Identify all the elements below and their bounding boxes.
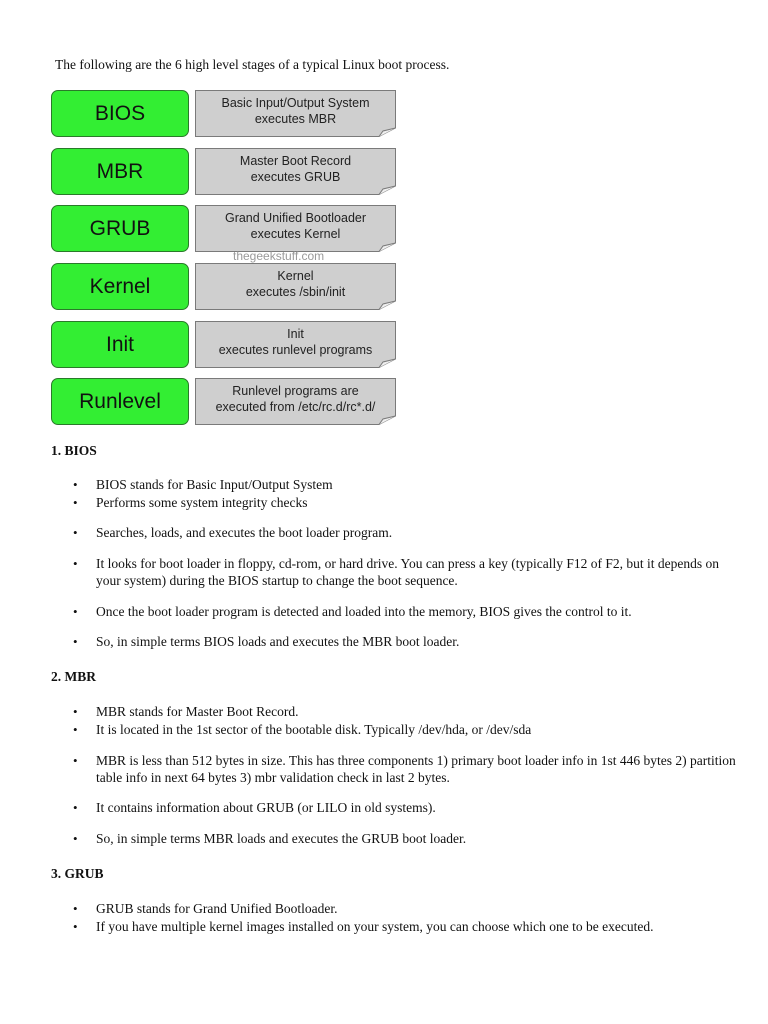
list-item: • So, in simple terms BIOS loads and executes the MBR boot loader.	[51, 633, 459, 650]
stage-note-line1: Init	[287, 327, 304, 341]
stage-note-line2: executes /sbin/init	[245, 285, 346, 299]
stage-note	[195, 205, 396, 251]
list-item: • It contains information about GRUB (or LILO in old systems).	[51, 799, 436, 816]
stage-note	[195, 321, 396, 367]
list-item: • Performs some system integrity checks	[51, 494, 307, 511]
list-item: • It looks for boot loader in floppy, cd-rom, or hard drive. You can press a key (typically F12 of F2, but it depends on your system) during the BIOS startup to change the boot sequence.	[51, 555, 741, 589]
intro-text: The following are the 6 high level stages of a typical Linux boot process.	[55, 57, 450, 72]
list-item: • BIOS stands for Basic Input/Output System	[51, 476, 333, 493]
stage-note-line1: Basic Input/Output System	[221, 96, 370, 110]
stage-note-line1: Master Boot Record	[239, 154, 352, 168]
list-item: • It is located in the 1st sector of the bootable disk. Typically /dev/hda, or /dev/sda	[51, 721, 531, 738]
stage-note-line2: executes MBR	[254, 112, 337, 126]
list-item: • Searches, loads, and executes the boot loader program.	[51, 524, 392, 541]
list-item: • GRUB stands for Grand Unified Bootloader.	[51, 900, 337, 917]
stage-box: BIOS	[51, 90, 189, 137]
list-item: • MBR is less than 512 bytes in size. This has three components 1) primary boot loader info in 1st 446 bytes 2) partition table info in next 64 bytes 3) mbr validation check in last 2 bytes.	[51, 752, 741, 786]
stage-kernel	[51, 263, 397, 310]
stage-note-line2: executes Kernel	[250, 227, 341, 241]
section-title-mbr: 2. MBR	[51, 669, 96, 684]
stage-box: GRUB	[51, 205, 189, 252]
stage-box: Init	[51, 321, 189, 368]
stage-note	[195, 90, 396, 136]
stage-note-line2: executed from /etc/rc.d/rc*.d/	[215, 400, 376, 414]
list-item: • If you have multiple kernel images installed on your system, you can choose which one to be executed.	[51, 918, 653, 935]
stage-grub	[51, 205, 397, 252]
section-title-grub: 3. GRUB	[51, 866, 104, 881]
stage-mbr	[51, 148, 397, 195]
stage-box: MBR	[51, 148, 189, 195]
stage-box: Kernel	[51, 263, 189, 310]
stage-note-line1: Runlevel programs are	[232, 384, 359, 398]
list-item: • MBR stands for Master Boot Record.	[51, 703, 298, 720]
watermark: thegeekstuff.com	[233, 249, 325, 263]
list-item: • So, in simple terms MBR loads and executes the GRUB boot loader.	[51, 830, 466, 847]
stage-note	[195, 148, 396, 194]
stage-init	[51, 321, 397, 368]
stage-runlevel	[51, 378, 397, 425]
stage-note-line1: Grand Unified Bootloader	[224, 211, 367, 225]
boot-stages-diagram	[51, 90, 401, 426]
list-item: • Once the boot loader program is detected and loaded into the memory, BIOS gives the control to it.	[51, 603, 632, 620]
stage-note-line2: executes GRUB	[250, 170, 341, 184]
stage-bios	[51, 90, 397, 137]
stage-note	[195, 378, 396, 424]
stage-box: Runlevel	[51, 378, 189, 425]
section-title-bios: 1. BIOS	[51, 443, 97, 458]
stage-note	[195, 263, 396, 309]
stage-note-line1: Kernel	[277, 269, 314, 283]
stage-note-line2: executes runlevel programs	[218, 343, 373, 357]
